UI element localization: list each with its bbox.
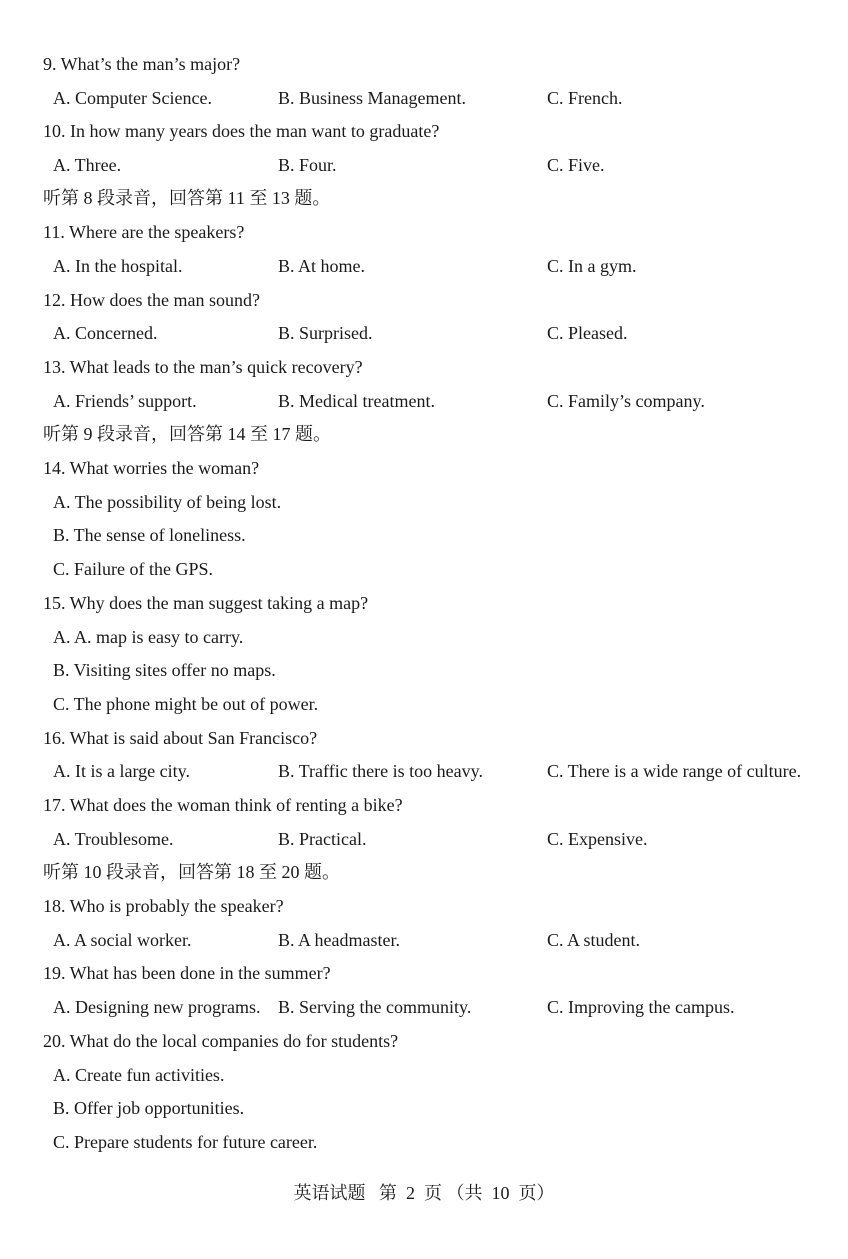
option-15-c — [0, 692, 848, 716]
option-a: A. Troublesome. — [53, 829, 174, 849]
options-12 — [0, 321, 848, 345]
question-text: 12. How does the man sound? — [43, 290, 260, 310]
option-a: A. Create fun activities. — [53, 1065, 225, 1085]
page-footer: 英语试题 第 2 页 （共 10 页） — [293, 1183, 555, 1203]
question-text: 19. What has been done in the summer? — [43, 963, 331, 983]
option-b: B. A headmaster. — [278, 930, 400, 950]
option-b: B. Surprised. — [278, 323, 373, 343]
question-12 — [0, 288, 848, 312]
option-a: A. The possibility of being lost. — [53, 492, 282, 512]
option-b: B. Business Management. — [278, 88, 466, 108]
option-b: B. Visiting sites offer no maps. — [53, 660, 276, 680]
option-a: A. In the hospital. — [53, 256, 183, 276]
section-text: 听第 9 段录音，回答第 14 至 17 题。 — [43, 424, 331, 444]
question-text: 9. What’s the man’s major? — [43, 54, 241, 74]
question-text: 16. What is said about San Francisco? — [43, 728, 318, 748]
option-20-a — [0, 1063, 848, 1087]
option-b: B. Serving the community. — [278, 997, 472, 1017]
question-text: 18. Who is probably the speaker? — [43, 896, 284, 916]
option-20-c — [0, 1130, 848, 1154]
option-c: C. Pleased. — [547, 323, 628, 343]
option-c: C. Prepare students for future career. — [53, 1132, 318, 1152]
option-14-b — [0, 523, 848, 547]
question-11 — [0, 220, 848, 244]
option-20-b — [0, 1096, 848, 1120]
section-instruction-10 — [0, 860, 848, 884]
question-text: 11. Where are the speakers? — [43, 222, 245, 242]
option-a: A. It is a large city. — [53, 761, 190, 781]
options-16 — [0, 759, 848, 783]
options-13 — [0, 389, 848, 413]
question-16 — [0, 726, 848, 750]
option-c: C. French. — [547, 88, 623, 108]
question-19 — [0, 961, 848, 985]
option-c: C. Family’s company. — [547, 391, 705, 411]
options-11 — [0, 254, 848, 278]
option-15-b — [0, 658, 848, 682]
option-14-c — [0, 557, 848, 581]
option-c: C. Failure of the GPS. — [53, 559, 213, 579]
option-14-a — [0, 490, 848, 514]
question-20 — [0, 1029, 848, 1053]
option-b: B. Offer job opportunities. — [53, 1098, 245, 1118]
options-18 — [0, 928, 848, 952]
question-13 — [0, 355, 848, 379]
option-b: B. At home. — [278, 256, 366, 276]
option-a: A. A social worker. — [53, 930, 192, 950]
question-15 — [0, 591, 848, 615]
option-a: A. Designing new programs. — [53, 997, 261, 1017]
option-c: C. The phone might be out of power. — [53, 694, 319, 714]
question-10 — [0, 119, 848, 143]
question-9 — [0, 52, 848, 76]
question-14 — [0, 456, 848, 480]
option-a: A. Concerned. — [53, 323, 158, 343]
section-text: 听第 8 段录音，回答第 11 至 13 题。 — [43, 188, 331, 208]
question-text: 17. What does the woman think of renting a bike? — [43, 795, 403, 815]
question-text: 14. What worries the woman? — [43, 458, 260, 478]
option-b: B. Traffic there is too heavy. — [278, 761, 483, 781]
section-instruction-8 — [0, 186, 848, 210]
option-a: A. Computer Science. — [53, 88, 212, 108]
option-c: C. Expensive. — [547, 829, 648, 849]
option-c: C. Five. — [547, 155, 605, 175]
section-instruction-9 — [0, 422, 848, 446]
option-c: C. There is a wide range of culture. — [547, 761, 802, 781]
question-text: 13. What leads to the man’s quick recovery? — [43, 357, 363, 377]
option-b: B. The sense of loneliness. — [53, 525, 246, 545]
option-b: B. Four. — [278, 155, 337, 175]
question-text: 20. What do the local companies do for students? — [43, 1031, 399, 1051]
option-b: B. Practical. — [278, 829, 367, 849]
options-10 — [0, 153, 848, 177]
option-c: C. A student. — [547, 930, 641, 950]
options-17 — [0, 827, 848, 851]
question-17 — [0, 793, 848, 817]
option-c: C. Improving the campus. — [547, 997, 735, 1017]
options-19 — [0, 995, 848, 1019]
section-text: 听第 10 段录音，回答第 18 至 20 题。 — [43, 862, 340, 882]
question-text: 10. In how many years does the man want to graduate? — [43, 121, 440, 141]
option-c: C. In a gym. — [547, 256, 637, 276]
option-a: A. A. map is easy to carry. — [53, 627, 244, 647]
option-15-a — [0, 625, 848, 649]
question-text: 15. Why does the man suggest taking a map? — [43, 593, 369, 613]
question-18 — [0, 894, 848, 918]
options-9 — [0, 86, 848, 110]
option-a: A. Three. — [53, 155, 122, 175]
option-a: A. Friends’ support. — [53, 391, 197, 411]
option-b: B. Medical treatment. — [278, 391, 435, 411]
